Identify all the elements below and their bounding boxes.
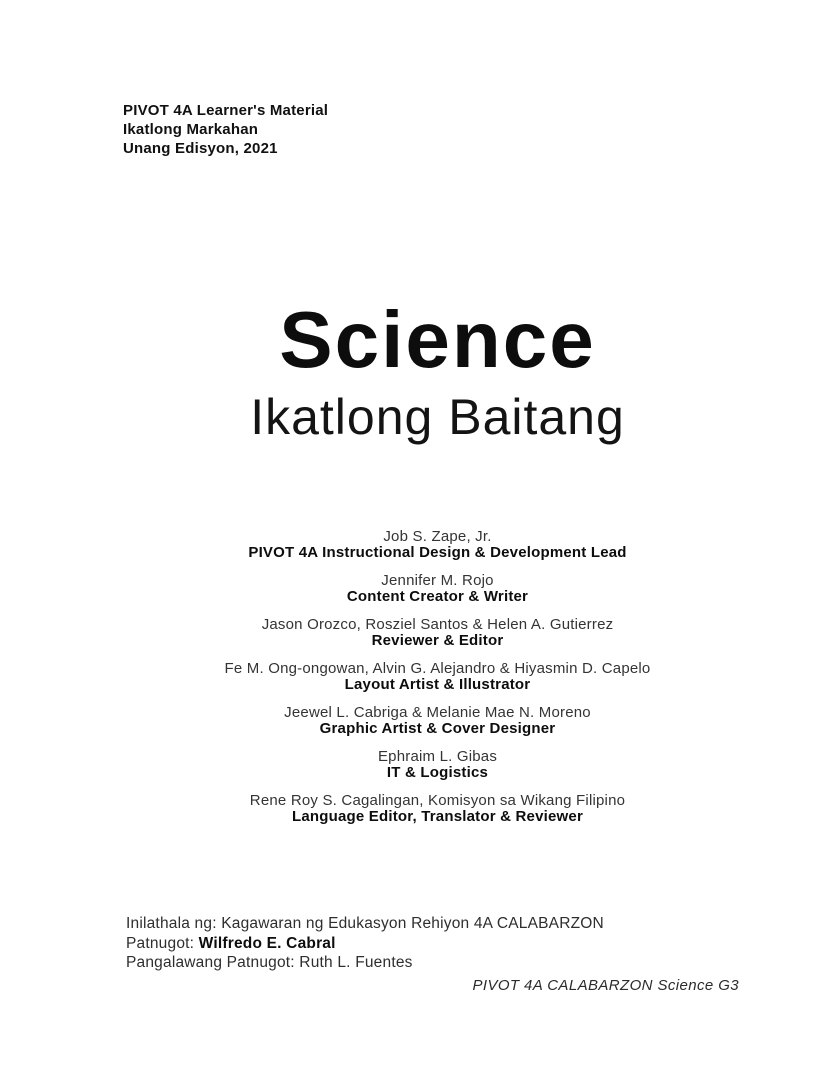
credit-role: Reviewer & Editor <box>371 632 504 649</box>
credit-group <box>50 529 825 561</box>
editor-name: Wilfredo E. Cabral <box>198 934 336 952</box>
credit-role: PIVOT 4A Instructional Design & Development Lead <box>248 544 627 561</box>
credit-role: Layout Artist & Illustrator <box>344 676 531 693</box>
credit-group <box>50 661 825 693</box>
credit-names: Jeewel L. Cabriga & Melanie Mae N. Moreno <box>284 704 591 721</box>
edition-block <box>123 101 328 158</box>
credit-group <box>50 617 825 649</box>
credit-group <box>50 573 825 605</box>
publisher-line: Inilathala ng: Kagawaran ng Edukasyon Rehiyon 4A CALABARZON <box>126 915 604 932</box>
credit-role: Content Creator & Writer <box>346 588 529 605</box>
book-subtitle: Ikatlong Baitang <box>250 389 625 445</box>
footer-tagline: PIVOT 4A CALABARZON Science G3 <box>472 977 739 994</box>
credit-group <box>50 705 825 737</box>
credits-list <box>50 529 825 837</box>
edition-line-material: PIVOT 4A Learner's Material <box>123 102 329 119</box>
credit-group <box>50 793 825 825</box>
edition-line-year: Unang Edisyon, 2021 <box>123 140 278 157</box>
credit-role: IT & Logistics <box>386 764 489 781</box>
credit-role: Language Editor, Translator & Reviewer <box>291 808 583 825</box>
assistant-editor-line: Pangalawang Patnugot: Ruth L. Fuentes <box>126 954 413 971</box>
credit-names: Ephraim L. Gibas <box>377 748 498 765</box>
editor-label: Patnugot: <box>126 934 199 952</box>
editor-line <box>126 934 604 954</box>
book-title: Science <box>279 295 596 384</box>
credit-names: Fe M. Ong-ongowan, Alvin G. Alejandro & Hiyasmin D. Capelo <box>224 660 651 677</box>
credit-role: Graphic Artist & Cover Designer <box>319 720 556 737</box>
credit-names: Jason Orozco, Rosziel Santos & Helen A. Gutierrez <box>261 616 614 633</box>
publisher-block <box>126 914 604 973</box>
credit-names: Jennifer M. Rojo <box>381 572 494 589</box>
credit-names: Job S. Zape, Jr. <box>383 528 492 545</box>
credit-names: Rene Roy S. Cagalingan, Komisyon sa Wikang Filipino <box>249 792 626 809</box>
credit-group <box>50 749 825 781</box>
edition-line-quarter: Ikatlong Markahan <box>123 121 259 138</box>
